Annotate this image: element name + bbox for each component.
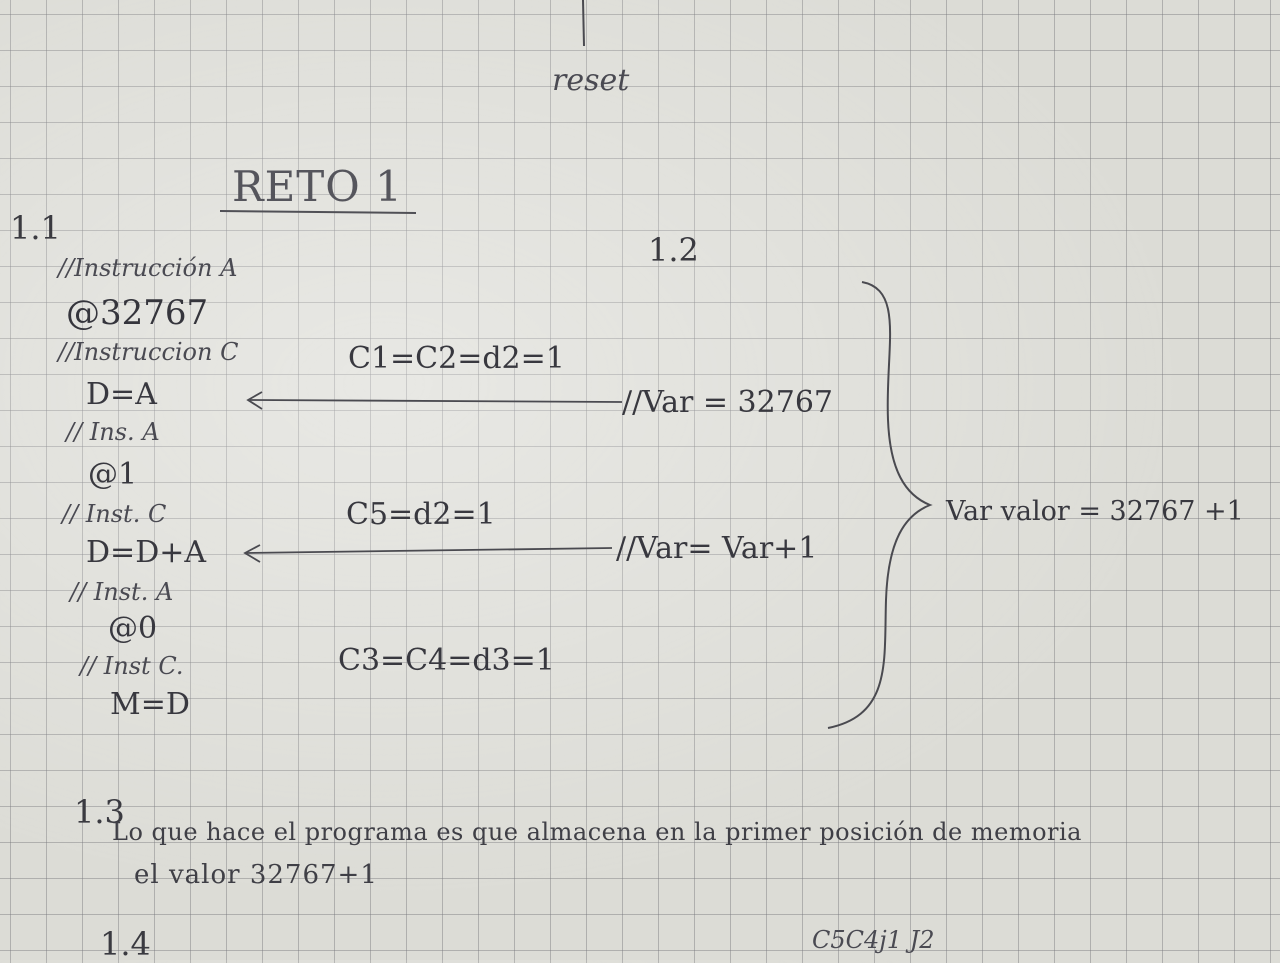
comment-line: // Inst C. — [80, 652, 184, 680]
control-bits-note-2: C5=d2=1 — [346, 497, 496, 532]
arrow-2-line — [246, 548, 612, 553]
var-comment-2: //Var= Var+1 — [616, 531, 818, 566]
title-underline — [220, 211, 416, 213]
section-1-2-number: 1.2 — [648, 231, 699, 269]
top-vertical-line — [583, 0, 584, 46]
control-bits-note-1: C1=C2=d2=1 — [348, 341, 565, 376]
comment-line: // Inst. C — [62, 500, 167, 528]
section-1-4-fragment: C5C4j1 J2 — [812, 926, 935, 954]
control-bits-note-3: C3=C4=d3=1 — [338, 643, 555, 678]
section-1-1-number: 1.1 — [10, 209, 61, 247]
answer-line-2: el valor 32767+1 — [134, 860, 378, 890]
code-line: D=D+A — [86, 535, 207, 570]
arrow-1-line — [250, 400, 622, 402]
section-1-4-number: 1.4 — [100, 925, 151, 963]
comment-line: //Instruccion C — [58, 338, 239, 366]
comment-line: // Ins. A — [66, 418, 160, 446]
var-result: Var valor = 32767 +1 — [946, 496, 1244, 527]
var-comment-1: //Var = 32767 — [622, 385, 833, 420]
comment-line: //Instrucción A — [58, 254, 238, 282]
curly-brace — [828, 282, 930, 728]
comment-line: // Inst. A — [70, 578, 174, 606]
code-line: D=A — [86, 377, 157, 412]
code-line: @32767 — [66, 293, 209, 333]
code-line: M=D — [110, 687, 190, 722]
page-title: RETO 1 — [232, 162, 403, 211]
code-line: @0 — [108, 611, 158, 646]
answer-line-1: Lo que hace el programa es que almacena en la primer posición de memoria — [112, 818, 1082, 846]
section-1-3-number: 1.3 — [74, 793, 125, 831]
code-line: @1 — [88, 457, 138, 492]
reset-label: reset — [552, 63, 630, 98]
